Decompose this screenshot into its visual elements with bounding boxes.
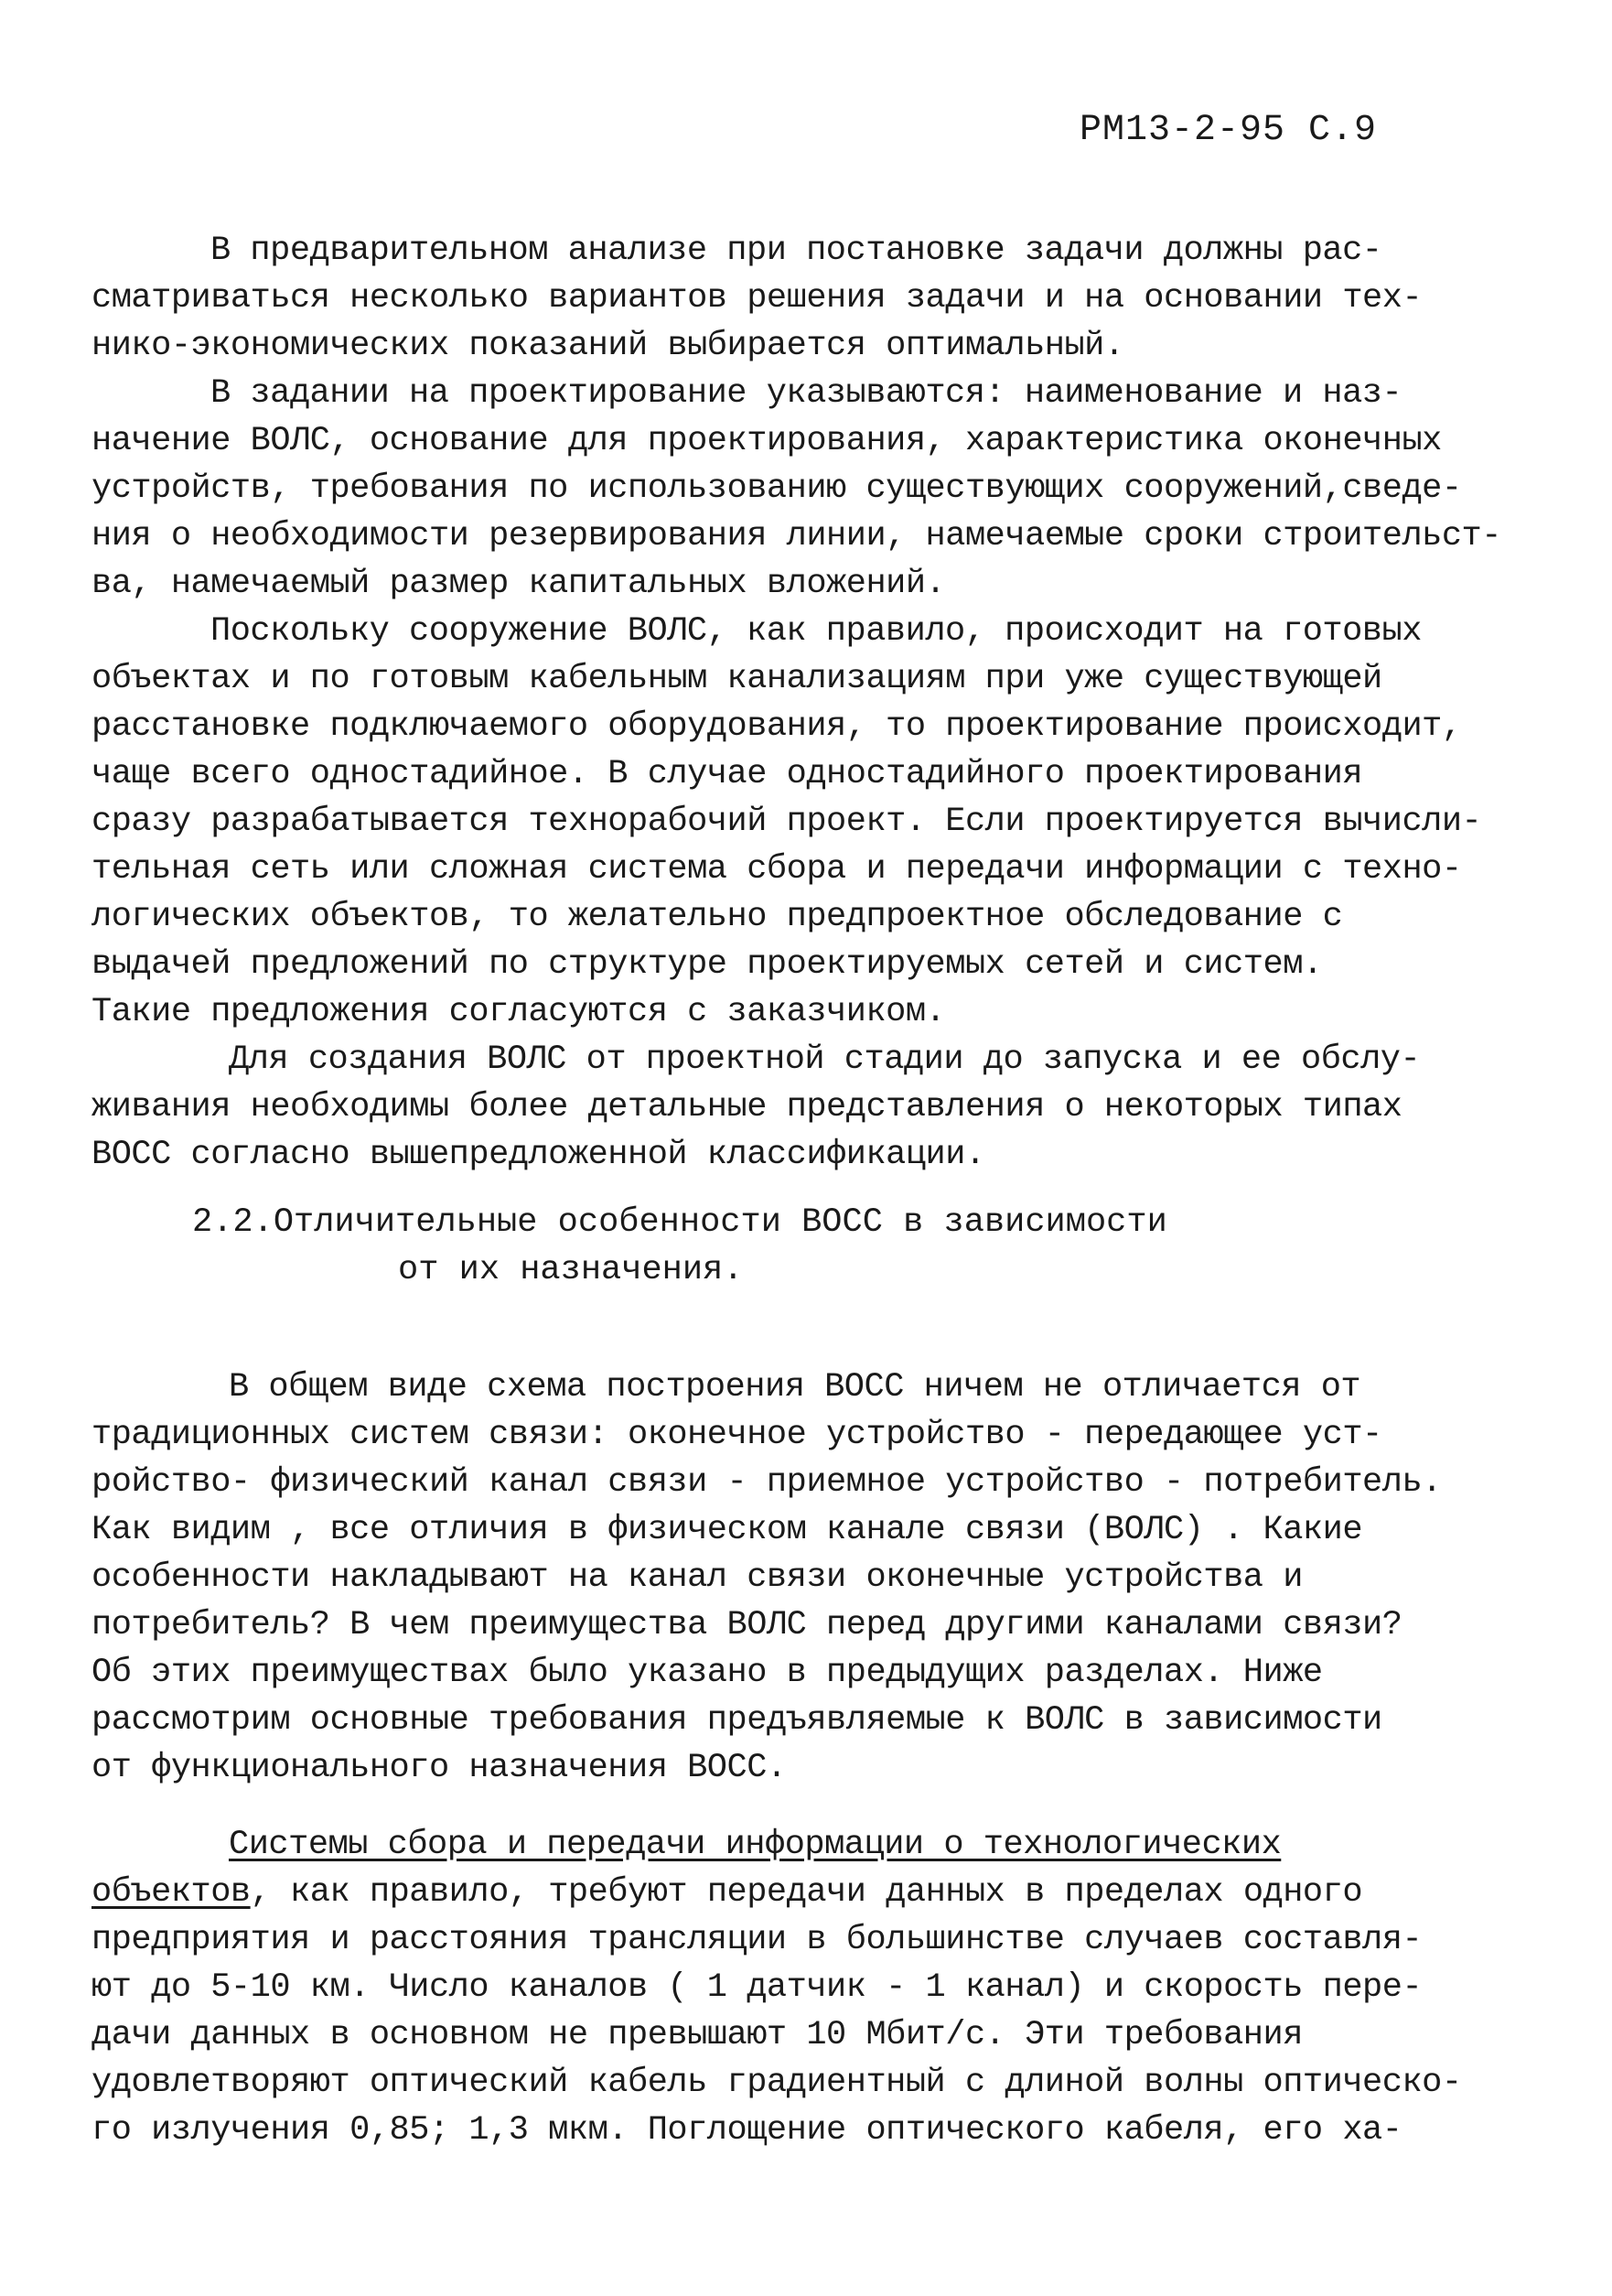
text-line: потребитель? В чем преимущества ВОЛС перед другими каналами связи? bbox=[91, 1606, 1402, 1644]
text-line: Как видим , все отличия в физическом канале связи (ВОЛС) . Какие bbox=[91, 1511, 1363, 1549]
text-line: Об этих преимуществах было указано в предыдущих разделах. Ниже bbox=[91, 1654, 1323, 1692]
section-title-cont: от их назначения. bbox=[398, 1251, 744, 1289]
text-line: Для создания ВОЛС от проектной стадии до запуска и ее обслу- bbox=[229, 1040, 1421, 1079]
paragraph-1 bbox=[91, 227, 1500, 370]
text-line: ва, намечаемый размер капитальных вложений. bbox=[91, 565, 946, 603]
text-line: Такие предложения согласуются с заказчиком. bbox=[91, 993, 946, 1031]
text-line: В предварительном анализе при постановке задачи должны рас- bbox=[210, 232, 1382, 270]
text-line: рассмотрим основные требования предъявляемые к ВОЛС в зависимости bbox=[91, 1701, 1382, 1740]
text-line bbox=[91, 1869, 1500, 1916]
text-line: дачи данных в основном не превышают 10 Мбит/с. Эти требования bbox=[91, 2016, 1303, 2054]
text-line: нико-экономических показаний выбирается оптимальный. bbox=[91, 327, 1124, 365]
paragraph-2 bbox=[91, 370, 1500, 608]
text-line: логических объектов, то желательно предпроектное обследование с bbox=[91, 898, 1343, 936]
section-title: 2.2.Отличительные особенности ВОСС в зависимости bbox=[192, 1203, 1167, 1242]
text-line: живания необходимы более детальные представления о некоторых типах bbox=[91, 1088, 1402, 1126]
text-run: , как правило, требуют передачи данных в пределах одного bbox=[250, 1873, 1363, 1912]
text-line: от функционального назначения ВОСС. bbox=[91, 1749, 787, 1787]
text-line: сматриваться несколько вариантов решения задачи и на основании тех- bbox=[91, 279, 1423, 318]
text-line: выдачей предложений по структуре проектируемых сетей и систем. bbox=[91, 945, 1323, 984]
text-line: ют до 5-10 км. Число каналов ( 1 датчик - 1 канал) и скорость пере- bbox=[91, 1968, 1423, 2007]
text-line: тельная сеть или сложная система сбора и передачи информации с техно- bbox=[91, 850, 1462, 889]
text-line: устройств, требования по использованию существующих сооружений,сведе- bbox=[91, 469, 1462, 508]
text-line: особенности накладывают на канал связи оконечные устройства и bbox=[91, 1558, 1303, 1597]
text-line: В задании на проектирование указываются: наименование и наз- bbox=[210, 374, 1402, 413]
text-line: расстановке подключаемого оборудования, то проектирование происходит, bbox=[91, 707, 1462, 746]
paragraph-4 bbox=[91, 1036, 1500, 1179]
text-line: чаще всего одностадийное. В случае одностадийного проектирования bbox=[91, 755, 1363, 793]
underlined-heading-cont: объектов bbox=[91, 1873, 251, 1912]
text-line: В общем виде схема построения ВОСС ничем не отличается от bbox=[229, 1368, 1361, 1407]
text-line: го излучения 0,85; 1,3 мкм. Поглощение оптического кабеля, его ха- bbox=[91, 2111, 1402, 2150]
text-line: предприятия и расстояния трансляции в большинстве случаев составля- bbox=[91, 1921, 1423, 1959]
text-line: удовлетворяют оптический кабель градиентный с длиной волны оптическо- bbox=[91, 2064, 1462, 2102]
text-line: Поскольку сооружение ВОЛС, как правило, происходит на готовых bbox=[210, 612, 1422, 651]
section-heading bbox=[91, 1199, 1500, 1294]
text-line: начение ВОЛС, основание для проектирования, характеристика оконечных bbox=[91, 422, 1442, 460]
text-line: ВОСС согласно вышепредложенной классификации. bbox=[91, 1136, 985, 1174]
text-line: традиционных систем связи: оконечное устройство - передающее уст- bbox=[91, 1416, 1382, 1454]
text-line: объектах и по готовым кабельным канализациям при уже существующей bbox=[91, 660, 1382, 698]
text-line: сразу разрабатывается технорабочий проект. Если проектируется вычисли- bbox=[91, 803, 1482, 841]
text-line: ройство- физический канал связи - приемное устройство - потребитель. bbox=[91, 1463, 1442, 1502]
paragraph-6 bbox=[91, 1821, 1500, 2154]
paragraph-3 bbox=[91, 608, 1500, 1036]
paragraph-5 bbox=[91, 1364, 1500, 1792]
text-line: ния о необходимости резервирования линии, намечаемые сроки строительст- bbox=[91, 517, 1501, 555]
page-header: РМ13-2-95 С.9 bbox=[1080, 110, 1378, 151]
text-line bbox=[91, 1821, 1500, 1869]
underlined-heading: Системы сбора и передачи информации о технологических bbox=[229, 1826, 1282, 1864]
